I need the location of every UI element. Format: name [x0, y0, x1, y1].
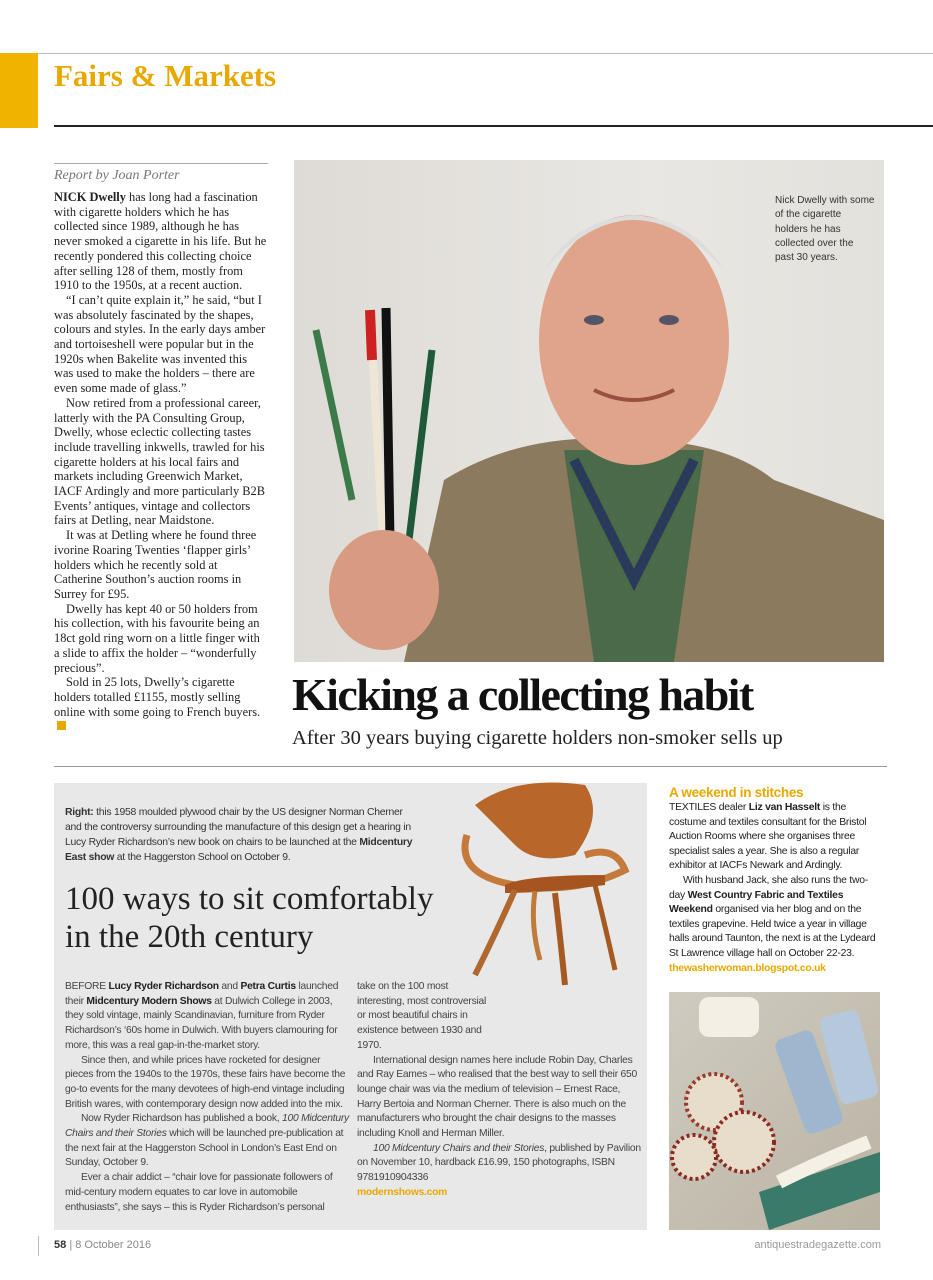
- paragraph: [54, 675, 268, 734]
- text: Now Ryder Richardson has published a book,: [81, 1113, 283, 1125]
- page-number: 58: [54, 1239, 67, 1251]
- paragraph: [65, 980, 350, 1054]
- text: organised via her blog and on the textiles grapevine. Held twice a year in village halls around Taunton, the next is at the Lydeard St Lawrence village hall on October 22-23.: [669, 904, 876, 959]
- article-divider: [54, 766, 887, 767]
- paragraph: [669, 874, 882, 962]
- chair-headline: [65, 880, 433, 956]
- paragraph: [65, 1112, 350, 1171]
- caption-lead: Right:: [65, 807, 94, 818]
- text: BEFORE: [65, 981, 109, 992]
- text: is the costume and textiles consultant for the Bristol Auction Rooms where she organises three specialist sales a year. She is also a regular exhibitor at IACFs Newark and Ardingly.: [669, 802, 867, 872]
- text: this 1958 moulded plywood chair by the US designer Norman Cherner and the controversy surrounding the manufacture of this design get a hearing in Lucy Ryder Richardson’s new book on chairs to be launched at the: [65, 807, 411, 848]
- book-title: 100 Midcentury Chairs and their Stories: [65, 1113, 349, 1140]
- main-article-body: [54, 163, 268, 734]
- text: which will be launched pre-publication at the next fair at the Haggerston School in London’s East End on Sunday, October 9.: [65, 1128, 344, 1169]
- section-color-tab: [0, 53, 38, 128]
- headline-line: in the 20th century: [65, 919, 314, 955]
- text: has long had a fascination with cigarette holders which he has collected since 1989, although he has never smoked a cigarette in his life. But he recently pondered this collecting choice after selling 128 of them, mostly from 1910 to the 1950s, at a recent auction.: [54, 190, 267, 293]
- text: at the Haggerston School on October 9.: [114, 852, 291, 863]
- paragraph: Since then, and while prices have rocketed for designer pieces from the 1940s to the 1970s, these fairs have become the go-to events for the many devotees of high-end vintage including British wares, with contemporary design now added into the mix.: [65, 1054, 346, 1110]
- text: and: [218, 981, 241, 992]
- section-title: Fairs & Markets: [54, 58, 277, 93]
- header-rule: [54, 125, 933, 127]
- thread-spools-image: [669, 992, 880, 1230]
- paragraph: Now retired from a professional career, latterly with the PA Consulting Group, Dwelly, whose eclectic collecting tastes include travelling inkwells, trawled for his cigarette holders at his local fairs and markets including Greenwich Market, IACF Ardingly and more particularly B2B Events’ antiques, vintage and collectors fairs at Detling, near Maidstone.: [54, 395, 265, 528]
- main-subheadline: After 30 years buying cigarette holders non-smoker sells up: [292, 727, 783, 749]
- textiles-photo: [669, 992, 880, 1230]
- issue-date: 8 October 2016: [75, 1239, 152, 1251]
- chair-article-column-1: [65, 980, 350, 1215]
- photo-caption: Nick Dwelly with some of the cigarette holders he has collected over the past 30 years.: [775, 195, 875, 264]
- text-bold: West Country Fabric and Textiles Weekend: [669, 889, 844, 916]
- footer-page-info: [54, 1239, 151, 1251]
- footer-divider: [38, 1236, 39, 1256]
- chair-caption: [65, 805, 415, 865]
- paragraph: “I can’t quite explain it,” he said, “but I was absolutely fascinated by the shapes, colours and styles. In the early days amber and tortoiseshell were popular but in the 1920s when Bakelite was invented this was used to make the holders – there are even some made of glass.”: [54, 292, 266, 396]
- paragraph: take on the 100 most interesting, most controversial or most beautiful chairs in existence between 1930 and 1970.: [357, 981, 487, 1051]
- paragraph: Ever a chair addict – “chair love for passionate followers of mid-century modern equates to car love in automobile enthusiasts”, she says – this is Ryder Richardson’s personal: [65, 1172, 333, 1213]
- main-headline: Kicking a collecting habit: [292, 669, 753, 720]
- paragraph: [54, 190, 268, 293]
- sidebar-headline: A weekend in stitches: [669, 785, 804, 800]
- text: With husband Jack, she also runs the two-day: [669, 874, 868, 901]
- chair-article-column-2: [357, 980, 642, 1201]
- book-title: 100 Midcentury Chairs and their Stories: [373, 1142, 545, 1154]
- text-bold: Petra Curtis: [240, 981, 296, 992]
- text-bold: Midcentury Modern Shows: [86, 995, 212, 1007]
- byline: Report by Joan Porter: [54, 168, 180, 183]
- blog-link[interactable]: thewasherwoman.blogspot.co.uk: [669, 962, 826, 974]
- paragraph: Dwelly has kept 40 or 50 holders from his collection, with his favourite being an 18ct gold ring worn on a little finger with a slide to affix the holder – “wonderfully precious”.: [54, 601, 260, 675]
- paragraph: [357, 1142, 642, 1186]
- text: Sold in 25 lots, Dwelly’s cigarette holders totalled £1155, mostly selling online with some going to French buyers.: [54, 675, 261, 719]
- paragraph: International design names here include Robin Day, Charles and Ray Eames – who realised that the best way to sell their 650 lounge chair was via the medium of television – Ernest Race, Harry Bertoia and Norman Cherner. There is also much on the manufacturers who brought the chair designs to the masses including Knoll and Herman Miller.: [357, 1054, 637, 1140]
- end-mark-icon: [57, 721, 66, 730]
- text-bold: Midcentury East show: [65, 837, 413, 863]
- sidebar-article: [669, 784, 882, 976]
- paragraph: It was at Detling where he found three ivorine Roaring Twenties ‘flapper girls’ holders which he recently sold at Catherine Southon’s auction rooms in Surrey for £95.: [54, 528, 257, 601]
- cherner-chair-image: [455, 775, 645, 990]
- text: launched their: [65, 981, 339, 1007]
- headline-line: 100 ways to sit comfortably: [65, 881, 434, 917]
- text: TEXTILES dealer: [669, 802, 749, 813]
- lead-name: NICK Dwelly: [54, 190, 126, 204]
- text-bold: Liz van Hasselt: [748, 802, 821, 813]
- paragraph: [669, 801, 882, 874]
- text: at Dulwich College in 2003, they sold vintage, mainly Scandinavian, furniture from Ryder Richardson’s ‘60s home in Dulwich. With buyers clamouring for more, this was a real gap-in-the-market story.: [65, 995, 338, 1051]
- footer-website[interactable]: antiquestradegazette.com: [754, 1239, 881, 1251]
- text: , published by Pavilion on November 10, hardback £16.99, 150 photographs, ISBN 9781910904336: [357, 1142, 641, 1184]
- modernshows-link[interactable]: modernshows.com: [357, 1186, 448, 1198]
- top-divider: [38, 53, 933, 54]
- separator: |: [69, 1239, 73, 1251]
- text-bold: Lucy Ryder Richardson: [108, 981, 219, 992]
